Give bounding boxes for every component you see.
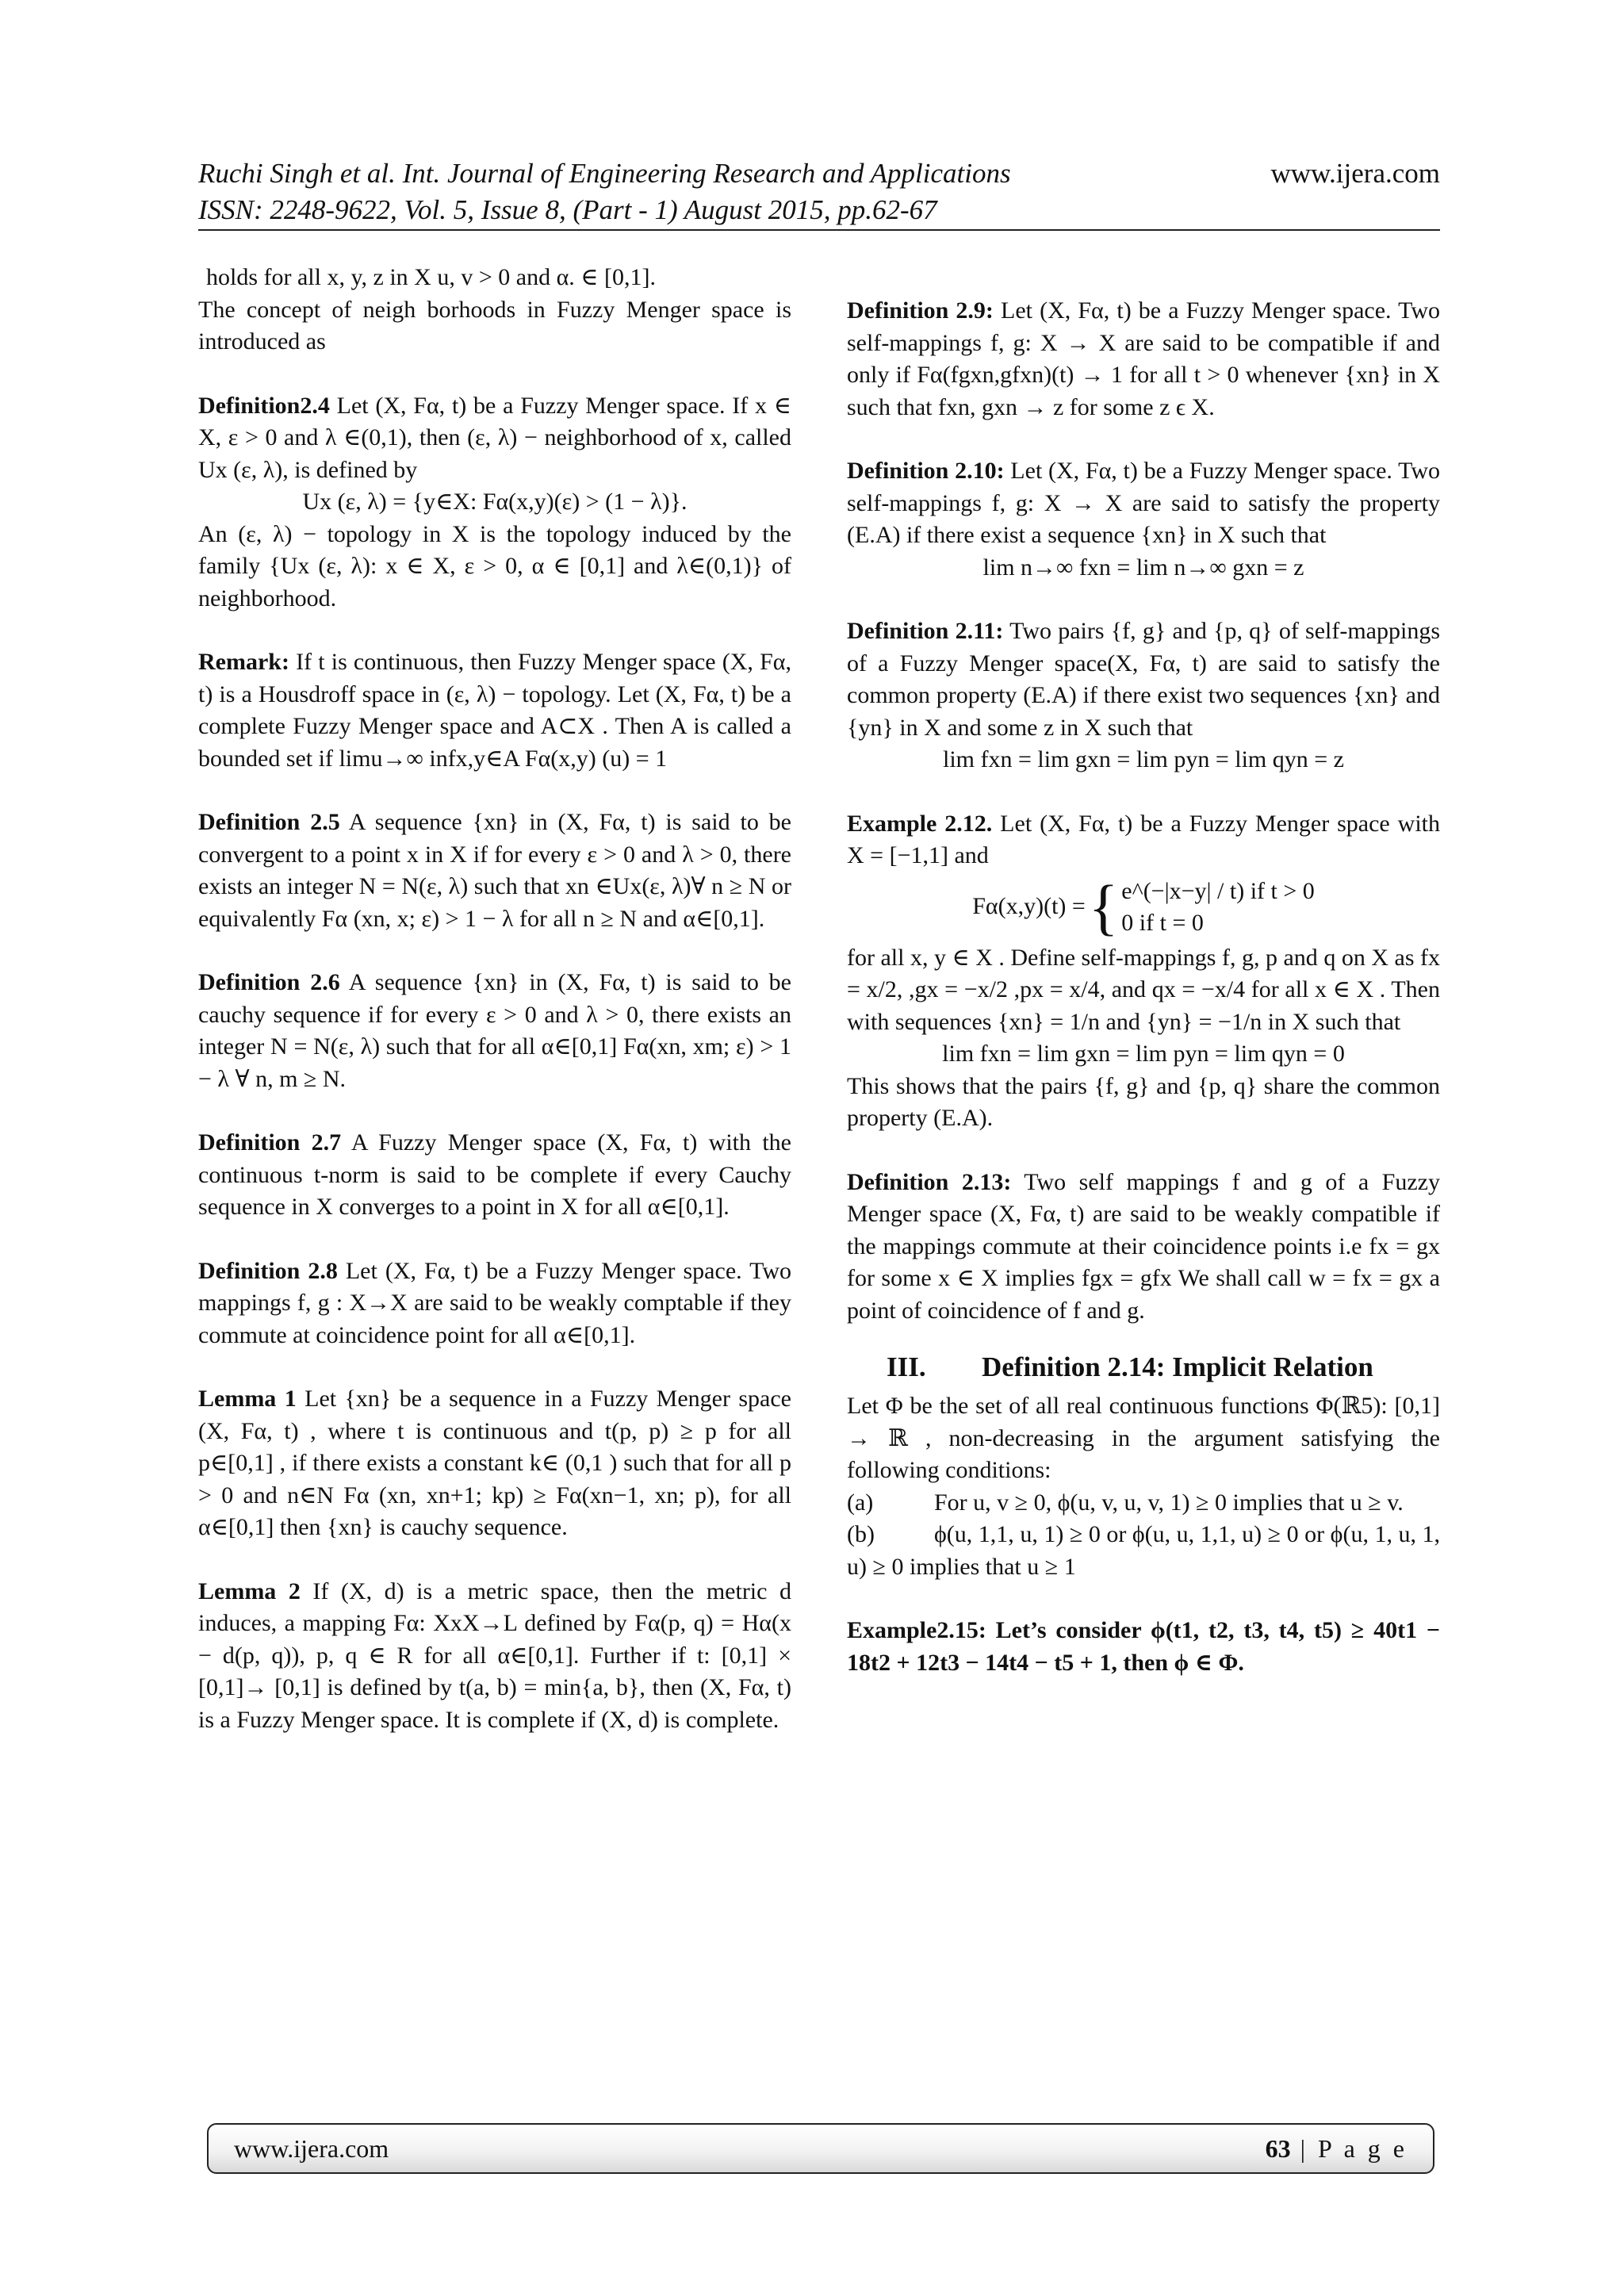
definition-2-6-text: A sequence {xn} in (X, Fα, t) is said to be cauchy sequence if for every ε > 0 and λ > 0, there exists an integer N = N(ε, λ) such that for all α∈[0,1] Fα(xn, xm; ε) > 1 − λ ∀ n, m ≥ N. bbox=[198, 969, 791, 1092]
footer-website: www.ijera.com bbox=[234, 2133, 389, 2163]
lemma-2 bbox=[198, 1576, 791, 1737]
definition-2-9-text: Let (X, Fα, t) be a Fuzzy Menger space. Two self-mappings f, g: X → X are said to be compatible if and only if Fα(fgxn,gfxn)(t) → 1 for all t > 0 whenever {xn} in X such that fxn, gxn → z for some z ϵ X. bbox=[847, 297, 1441, 420]
example-2-15-text: Let’s consider ϕ(t1, t2, t3, t4, t5) ≥ 40t1 − 18t2 + 12t3 − 14t4 − t5 + 1, then ϕ ∈ Φ. bbox=[847, 1617, 1440, 1676]
condition-b-label: (b) bbox=[847, 1521, 875, 1547]
lemma-1-label: Lemma 1 bbox=[198, 1386, 297, 1412]
definition-2-7-text: A Fuzzy Menger space (X, Fα, t) with the continuous t-norm is said to be complete if every Cauchy sequence in X converges to a point in X for all α∈[0,1]. bbox=[198, 1129, 791, 1220]
definition-2-8-label: Definition 2.8 bbox=[198, 1257, 338, 1284]
page-footer bbox=[207, 2123, 1434, 2174]
example-2-12-text: Let (X, Fα, t) be a Fuzzy Menger space with X = [−1,1] and bbox=[847, 810, 1440, 868]
piecewise-case-2: 0 if t = 0 bbox=[1121, 909, 1204, 936]
condition-a bbox=[847, 1487, 1440, 1520]
definition-2-10-text: Let (X, Fα, t) be a Fuzzy Menger space. Two self-mappings f, g: X → X are said to satisfy the property (E.A) if there exist a sequence {xn} in X such that bbox=[847, 458, 1440, 548]
piecewise-brace: { bbox=[1088, 872, 1119, 941]
definition-2-7-label: Definition 2.7 bbox=[198, 1129, 342, 1156]
example-2-15-label: Example2.15: bbox=[847, 1617, 986, 1643]
definition-2-4-text: Let (X, Fα, t) be a Fuzzy Menger space. If x ∈ X, ε > 0 and λ ∈(0,1), then (ε, λ) − neighborhood of x, called Ux (ε, λ), is defined by bbox=[198, 392, 791, 483]
condition-b-text: ϕ(u, 1,1, u, 1) ≥ 0 or ϕ(u, u, 1,1, u) ≥ 0 or ϕ(u, 1, u, 1, u) ≥ 0 implies that u ≥ 1 bbox=[847, 1521, 1440, 1580]
lemma-2-label: Lemma 2 bbox=[198, 1577, 301, 1604]
definition-2-9 bbox=[847, 295, 1440, 424]
condition-a-label: (a) bbox=[847, 1489, 874, 1516]
neighborhood-intro: The concept of neigh borhoods in Fuzzy Menger space is introduced as bbox=[198, 296, 791, 355]
condition-a-text: For u, v ≥ 0, ϕ(u, v, u, v, 1) ≥ 0 implies that u ≥ v. bbox=[934, 1489, 1404, 1516]
holds-text: holds for all x, y, z in X u, v > 0 and α. ∈ [0,1]. bbox=[206, 264, 656, 290]
definition-2-14-text: Let Φ be the set of all real continuous functions Φ(ℝ5): [0,1] → ℝ , non-decreasing in the argument satisfying the following conditions: bbox=[847, 1393, 1440, 1483]
piecewise-cases bbox=[1121, 876, 1314, 939]
definition-2-11-label: Definition 2.11: bbox=[847, 618, 1004, 644]
definition-2-13-text: Two self mappings f and g of a Fuzzy Menger space (X, Fα, t) are said to be weakly compatible if the mappings commute at their coincidence points i.e fx = gx for some x ∈ X implies fgx = gfx We shall call w = fx = gx a point of coincidence of f and g. bbox=[847, 1168, 1440, 1324]
footer-page-label: | P a g e bbox=[1290, 2133, 1408, 2163]
section-heading bbox=[847, 1349, 1440, 1386]
lemma-1 bbox=[198, 1383, 791, 1544]
definition-2-11-equation: lim fxn = lim gxn = lim pyn = lim qyn = z bbox=[942, 746, 1344, 772]
definition-2-11 bbox=[847, 615, 1440, 744]
condition-b bbox=[847, 1519, 1440, 1583]
example-2-12-define: for all x, y ∈ X . Define self-mappings f, g, p and q on X as fx = x/2, ,gx = −x/2 ,px = x/4, and qx = −x/4 for all x ∈ X . Then with sequences {xn} = 1/n and {yn} = −1/n in X such that bbox=[847, 944, 1440, 1035]
definition-2-6 bbox=[198, 967, 791, 1095]
definition-2-5-text: A sequence {xn} in (X, Fα, t) is said to be convergent to a point x in X if for every ε > 0 and λ > 0, there exists an integer N = N(ε, λ) such that xn ∈Ux(ε, λ)∀ n ≥ N or equivalently Fα (xn, x; ε) > 1 − λ for all n ≥ N and α∈[0,1]. bbox=[198, 809, 791, 932]
definition-2-4-topology: An (ε, λ) − topology in X is the topology induced by the family {Ux (ε, λ): x ∈ X, ε > 0, α ∈ [0,1] and λ∈(0,1)} of neighborhood. bbox=[198, 520, 791, 611]
definition-2-6-label: Definition 2.6 bbox=[198, 969, 340, 995]
header-issn: ISSN: 2248-9622, Vol. 5, Issue 8, (Part - 1) August 2015, pp.62-67 bbox=[198, 194, 937, 225]
left-column bbox=[198, 262, 791, 1736]
example-2-12 bbox=[847, 808, 1440, 872]
lemma-1-text: Let {xn} be a sequence in a Fuzzy Menger space (X, Fα, t) , where t is continuous and t(p, p) ≥ p for all p∈[0,1] , if there exists a constant k∈ (0,1 ) such that for all p > 0 and n∈N Fα (xn, xn+1; kp) ≥ Fα(xn−1, xn; p), for all α∈[0,1] then {xn} is cauchy sequence. bbox=[198, 1386, 791, 1540]
definition-2-13-label: Definition 2.13: bbox=[847, 1168, 1012, 1195]
footer-page bbox=[1266, 2134, 1408, 2164]
definition-2-10-equation: lim n→∞ fxn = lim n→∞ gxn = z bbox=[982, 554, 1304, 581]
definition-2-11-text: Two pairs {f, g} and {p, q} of self-mappings of a Fuzzy Menger space(X, Fα, t) are said to satisfy the common property (E.A) if there exist two sequences {xn} and {yn} in X and some z in X such that bbox=[847, 618, 1441, 741]
example-2-12-shows: This shows that the pairs {f, g} and {p, q} share the common property (E.A). bbox=[847, 1072, 1440, 1131]
section-number: III. bbox=[887, 1351, 926, 1382]
lemma-2-text: If (X, d) is a metric space, then the metric d induces, a mapping Fα: XxX→L defined by Fα(p, q) = Hα(x − d(p, q)), p, q ∈ R for all α∈[0,1]. Further if t: [0,1] × [0,1]→ [0,1] is defined by t(a, b) = min{a, b}, then (X, Fα, t) is a Fuzzy Menger space. It is complete if (X, d) is complete. bbox=[198, 1577, 791, 1733]
definition-2-10-label: Definition 2.10: bbox=[847, 458, 1005, 484]
definition-2-13 bbox=[847, 1167, 1440, 1328]
header-website: www.ijera.com bbox=[1270, 158, 1440, 189]
definition-2-8 bbox=[198, 1255, 791, 1352]
header-rule bbox=[198, 229, 1440, 231]
definition-2-8-text: Let (X, Fα, t) be a Fuzzy Menger space. Two mappings f, g : X→X are said to be weakly comptable if they commute at coincidence point for all α∈[0,1]. bbox=[198, 1257, 791, 1348]
footer-page-number: 63 bbox=[1265, 2133, 1291, 2163]
definition-2-9-label: Definition 2.9: bbox=[847, 297, 994, 324]
section-title: Definition 2.14: Implicit Relation bbox=[982, 1351, 1373, 1382]
example-2-12-equation: lim fxn = lim gxn = lim pyn = lim qyn = 0 bbox=[942, 1041, 1345, 1067]
example-2-12-piecewise bbox=[847, 872, 1440, 941]
definition-2-10 bbox=[847, 455, 1440, 552]
remark-label: Remark: bbox=[198, 649, 289, 675]
example-2-12-label: Example 2.12. bbox=[847, 810, 993, 837]
running-header bbox=[198, 155, 1440, 228]
piecewise-case-1: e^(−|x−y| / t) if t > 0 bbox=[1121, 877, 1315, 904]
definition-2-7 bbox=[198, 1127, 791, 1224]
definition-2-4-equation: Ux (ε, λ) = {y∈X: Fα(x,y)(ε) > (1 − λ)}. bbox=[302, 489, 688, 515]
definition-2-5-label: Definition 2.5 bbox=[198, 809, 340, 835]
header-authors-journal: Ruchi Singh et al. Int. Journal of Engineering Research and Applications bbox=[198, 158, 1011, 189]
definition-2-4-label: Definition2.4 bbox=[198, 392, 330, 419]
piecewise-lhs: Fα(x,y)(t) = bbox=[972, 893, 1086, 920]
right-column bbox=[847, 295, 1440, 1679]
remark-text: If t is continuous, then Fuzzy Menger space (X, Fα, t) is a Housdroff space in (ε, λ) − topology. Let (X, Fα, t) be a complete Fuzzy Menger space and A⊂X . Then A is called a bounded set if limu→∞ infx,y∈A Fα(x,y) (u) = 1 bbox=[198, 649, 791, 772]
remark bbox=[198, 646, 791, 775]
example-2-15 bbox=[847, 1615, 1440, 1679]
definition-2-4 bbox=[198, 390, 791, 487]
definition-2-5 bbox=[198, 807, 791, 935]
